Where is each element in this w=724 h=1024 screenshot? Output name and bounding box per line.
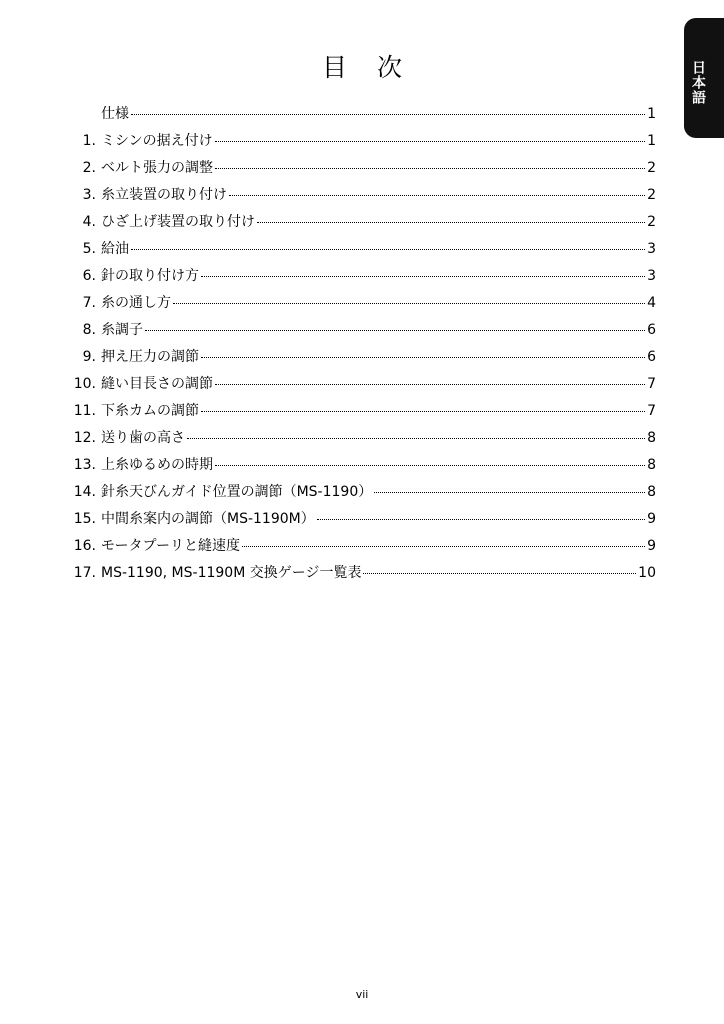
toc-entry-page: 1 bbox=[647, 106, 656, 122]
toc-entry-title: 縫い目長さの調節 bbox=[101, 376, 213, 392]
dot-leader bbox=[215, 168, 645, 169]
toc-entry[interactable] bbox=[70, 562, 656, 589]
toc-entry[interactable] bbox=[70, 238, 656, 265]
toc-entry-page: 2 bbox=[647, 160, 656, 176]
dot-leader bbox=[317, 519, 645, 520]
dot-leader bbox=[374, 492, 645, 493]
toc-entry-title: ベルト張力の調整 bbox=[101, 160, 213, 176]
toc-entry-page: 9 bbox=[647, 538, 656, 554]
toc-entry[interactable] bbox=[70, 157, 656, 184]
toc-entry-page: 8 bbox=[647, 457, 656, 473]
dot-leader bbox=[257, 222, 645, 223]
toc-entry[interactable] bbox=[70, 346, 656, 373]
toc-entry-number: 5. bbox=[82, 241, 96, 257]
toc-entry-title: MS-1190, MS-1190M 交換ゲージ一覧表 bbox=[101, 565, 362, 581]
toc-entry-page: 2 bbox=[647, 214, 656, 230]
toc-entry-page: 8 bbox=[647, 430, 656, 446]
toc-entry[interactable] bbox=[70, 211, 656, 238]
toc-entry[interactable] bbox=[70, 373, 656, 400]
toc-entry-title: 針の取り付け方 bbox=[101, 268, 199, 284]
toc-entry-number: 11. bbox=[73, 403, 96, 419]
table-of-contents bbox=[70, 103, 656, 589]
dot-leader bbox=[215, 465, 645, 466]
toc-entry[interactable] bbox=[70, 481, 656, 508]
toc-entry-number: 9. bbox=[82, 349, 96, 365]
toc-entry-page: 10 bbox=[638, 565, 656, 581]
toc-entry-title: 押え圧力の調節 bbox=[101, 349, 199, 365]
language-tab-label: 日本語 bbox=[690, 60, 706, 105]
dot-leader bbox=[215, 141, 645, 142]
toc-entry-number: 15. bbox=[73, 511, 96, 527]
toc-entry-page: 6 bbox=[647, 349, 656, 365]
dot-leader bbox=[242, 546, 645, 547]
toc-entry[interactable] bbox=[70, 454, 656, 481]
dot-leader bbox=[131, 114, 645, 115]
toc-entry[interactable] bbox=[70, 535, 656, 562]
toc-entry-page: 2 bbox=[647, 187, 656, 203]
toc-entry-page: 1 bbox=[647, 133, 656, 149]
toc-entry-page: 4 bbox=[647, 295, 656, 311]
toc-entry[interactable] bbox=[70, 400, 656, 427]
toc-entry-page: 9 bbox=[647, 511, 656, 527]
dot-leader bbox=[201, 276, 645, 277]
toc-entry[interactable] bbox=[70, 427, 656, 454]
toc-entry-number: 13. bbox=[73, 457, 96, 473]
toc-entry-number: 14. bbox=[73, 484, 96, 500]
dot-leader bbox=[187, 438, 645, 439]
toc-entry[interactable] bbox=[70, 319, 656, 346]
toc-entry-title: 上糸ゆるめの時期 bbox=[101, 457, 213, 473]
dot-leader bbox=[201, 411, 645, 412]
toc-entry[interactable] bbox=[70, 292, 656, 319]
toc-entry-page: 8 bbox=[647, 484, 656, 500]
toc-entry-title: 下糸カムの調節 bbox=[101, 403, 199, 419]
dot-leader bbox=[215, 384, 645, 385]
toc-entry-title: ミシンの据え付け bbox=[101, 133, 213, 149]
toc-entry[interactable] bbox=[70, 103, 656, 130]
toc-entry-page: 3 bbox=[647, 241, 656, 257]
dot-leader bbox=[201, 357, 645, 358]
toc-entry-title: 給油 bbox=[101, 241, 129, 257]
toc-entry-title: 糸の通し方 bbox=[101, 295, 171, 311]
toc-entry-number: 2. bbox=[82, 160, 96, 176]
toc-entry-number: 17. bbox=[73, 565, 96, 581]
dot-leader bbox=[131, 249, 645, 250]
toc-entry-number: 6. bbox=[82, 268, 96, 284]
toc-entry-title: 糸立装置の取り付け bbox=[101, 187, 227, 203]
toc-entry[interactable] bbox=[70, 184, 656, 211]
dot-leader bbox=[363, 573, 636, 574]
toc-entry[interactable] bbox=[70, 508, 656, 535]
toc-entry-title: モータプーリと縫速度 bbox=[101, 538, 241, 554]
toc-entry-title: 仕様 bbox=[101, 106, 129, 122]
toc-entry-title: 糸調子 bbox=[101, 322, 143, 338]
toc-entry[interactable] bbox=[70, 265, 656, 292]
toc-entry-number: 8. bbox=[82, 322, 96, 338]
toc-entry-page: 7 bbox=[647, 403, 656, 419]
page-title: 目次 bbox=[321, 53, 432, 82]
toc-entry-number: 7. bbox=[82, 295, 96, 311]
toc-entry-title: 送り歯の高さ bbox=[101, 430, 185, 446]
toc-entry-title: 針糸天びんガイド位置の調節（MS-1190） bbox=[101, 484, 373, 500]
dot-leader bbox=[229, 195, 645, 196]
toc-entry-number: 10. bbox=[73, 376, 96, 392]
toc-entry-number: 1. bbox=[82, 133, 96, 149]
toc-entry-number: 16. bbox=[73, 538, 96, 554]
toc-entry-title: ひざ上げ装置の取り付け bbox=[101, 214, 255, 230]
toc-entry-title: 中間糸案内の調節（MS-1190M） bbox=[101, 511, 315, 527]
page-number: vii bbox=[355, 988, 369, 1001]
toc-entry[interactable] bbox=[70, 130, 656, 157]
toc-entry-number: 12. bbox=[73, 430, 96, 446]
toc-entry-page: 3 bbox=[647, 268, 656, 284]
toc-entry-page: 7 bbox=[647, 376, 656, 392]
dot-leader bbox=[145, 330, 645, 331]
toc-entry-number: 4. bbox=[82, 214, 96, 230]
toc-entry-number: 3. bbox=[82, 187, 96, 203]
dot-leader bbox=[173, 303, 645, 304]
toc-entry-page: 6 bbox=[647, 322, 656, 338]
